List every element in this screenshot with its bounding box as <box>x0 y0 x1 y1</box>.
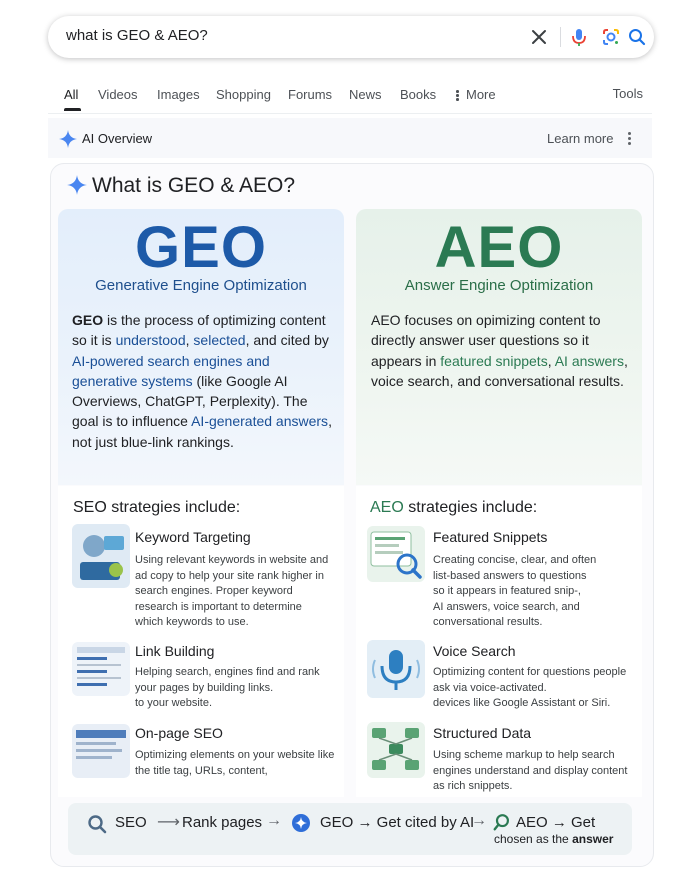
tab-books[interactable]: Books <box>400 87 437 102</box>
divider <box>560 27 561 47</box>
link-building-title: Link Building <box>135 643 215 659</box>
voice-search-desc: Optimizing content for questions people ask via voice-activated. devices like Google Assistant or Siri. <box>433 666 627 710</box>
link-building-image <box>72 642 130 696</box>
tools-button[interactable]: Tools <box>612 86 643 101</box>
search-icon <box>86 813 108 835</box>
on-page-seo-image <box>72 724 130 778</box>
tab-all[interactable]: All <box>64 87 79 102</box>
microphone-icon[interactable] <box>568 26 590 48</box>
aeo-strategies-title: AEO strategies include: <box>370 499 538 516</box>
tab-videos[interactable]: Videos <box>98 87 138 102</box>
search-icon <box>492 812 512 832</box>
keyword-targeting-image <box>72 524 130 588</box>
keyword-targeting-title: Keyword Targeting <box>135 529 251 545</box>
on-page-seo-title: On-page SEO <box>135 725 223 741</box>
geo-heading: GEO <box>135 215 267 280</box>
summary-seo: SEO <box>115 814 147 831</box>
keyword-targeting-desc: Using relevant keywords in website and ad copy to help your site rank higher in search engines. Proper keyword research is important to determine which keywords to use. <box>135 554 329 629</box>
structured-data-desc: Using scheme markup to help search engines understand and display content as rich snippets. <box>433 749 628 793</box>
tab-more[interactable] <box>456 87 496 102</box>
geo-subtitle: Generative Engine Optimization <box>95 277 307 294</box>
structured-data-image <box>367 722 425 778</box>
voice-search-title: Voice Search <box>433 643 516 659</box>
featured-snippets-title: Featured Snippets <box>433 529 548 545</box>
summary-geo: GEO → Get cited by AI <box>320 814 475 831</box>
aeo-description: AEO focuses on opimizing content to directly answer user questions so it appears in featured snippets, AI answers, voice search, and conversational results. <box>371 312 628 389</box>
summary-aeo: AEO → Get <box>516 814 596 831</box>
featured-snippets-desc: Creating concise, clear, and often list-based answers to questions so it appears in featured snip-, AI answers, voice search, and conversational results. <box>433 554 597 629</box>
featured-snippets-image <box>367 526 425 582</box>
summary-chosen-answer: chosen as the answer <box>494 832 614 846</box>
learn-more-link[interactable]: Learn more <box>547 131 614 146</box>
tab-news[interactable]: News <box>349 87 382 102</box>
search-bar[interactable] <box>48 16 654 58</box>
summary-rank-pages: Rank pages <box>182 814 263 831</box>
tab-images[interactable]: Images <box>157 87 200 102</box>
tab-shopping[interactable]: Shopping <box>216 87 271 102</box>
search-icon[interactable] <box>626 26 648 48</box>
ai-badge-icon <box>290 812 312 834</box>
arrow-icon: → <box>471 812 487 829</box>
tab-more-label: More <box>466 87 496 102</box>
google-lens-icon[interactable] <box>600 26 622 48</box>
aeo-heading: AEO <box>434 215 564 280</box>
seo-strategies-title: SEO strategies include: <box>73 499 241 516</box>
geo-description: GEO is the process of optimizing content so it is understood, selected, and cited by AI-powered search engines and generative systems (like Google AI Overviews, ChatGPT, Perplexity). The goal is to influence AI-generated answers, not just blue-link rankings. <box>72 312 332 450</box>
link-building-desc: Helping search, engines find and rank your pages by building links. to your website. <box>135 666 320 710</box>
close-icon[interactable] <box>528 26 550 48</box>
vertical-dots-icon <box>456 89 460 103</box>
divider <box>48 113 652 114</box>
structured-data-title: Structured Data <box>433 725 532 741</box>
arrow-icon: → <box>266 812 282 829</box>
tab-forums[interactable]: Forums <box>288 87 333 102</box>
ai-sparkle-icon <box>66 174 88 196</box>
more-options-icon[interactable] <box>624 130 634 148</box>
voice-search-image <box>367 640 425 698</box>
card-title: What is GEO & AEO? <box>92 174 296 197</box>
ai-overview-title: AI Overview <box>82 131 153 146</box>
aeo-subtitle: Answer Engine Optimization <box>404 277 594 294</box>
active-tab-indicator <box>64 108 81 111</box>
arrow-icon: ⟶ <box>157 814 180 831</box>
on-page-seo-desc: Optimizing elements on your website like the title tag, URLs, content, <box>135 749 335 777</box>
search-input[interactable]: what is GEO & AEO? <box>66 27 208 44</box>
ai-sparkle-icon <box>58 129 78 149</box>
